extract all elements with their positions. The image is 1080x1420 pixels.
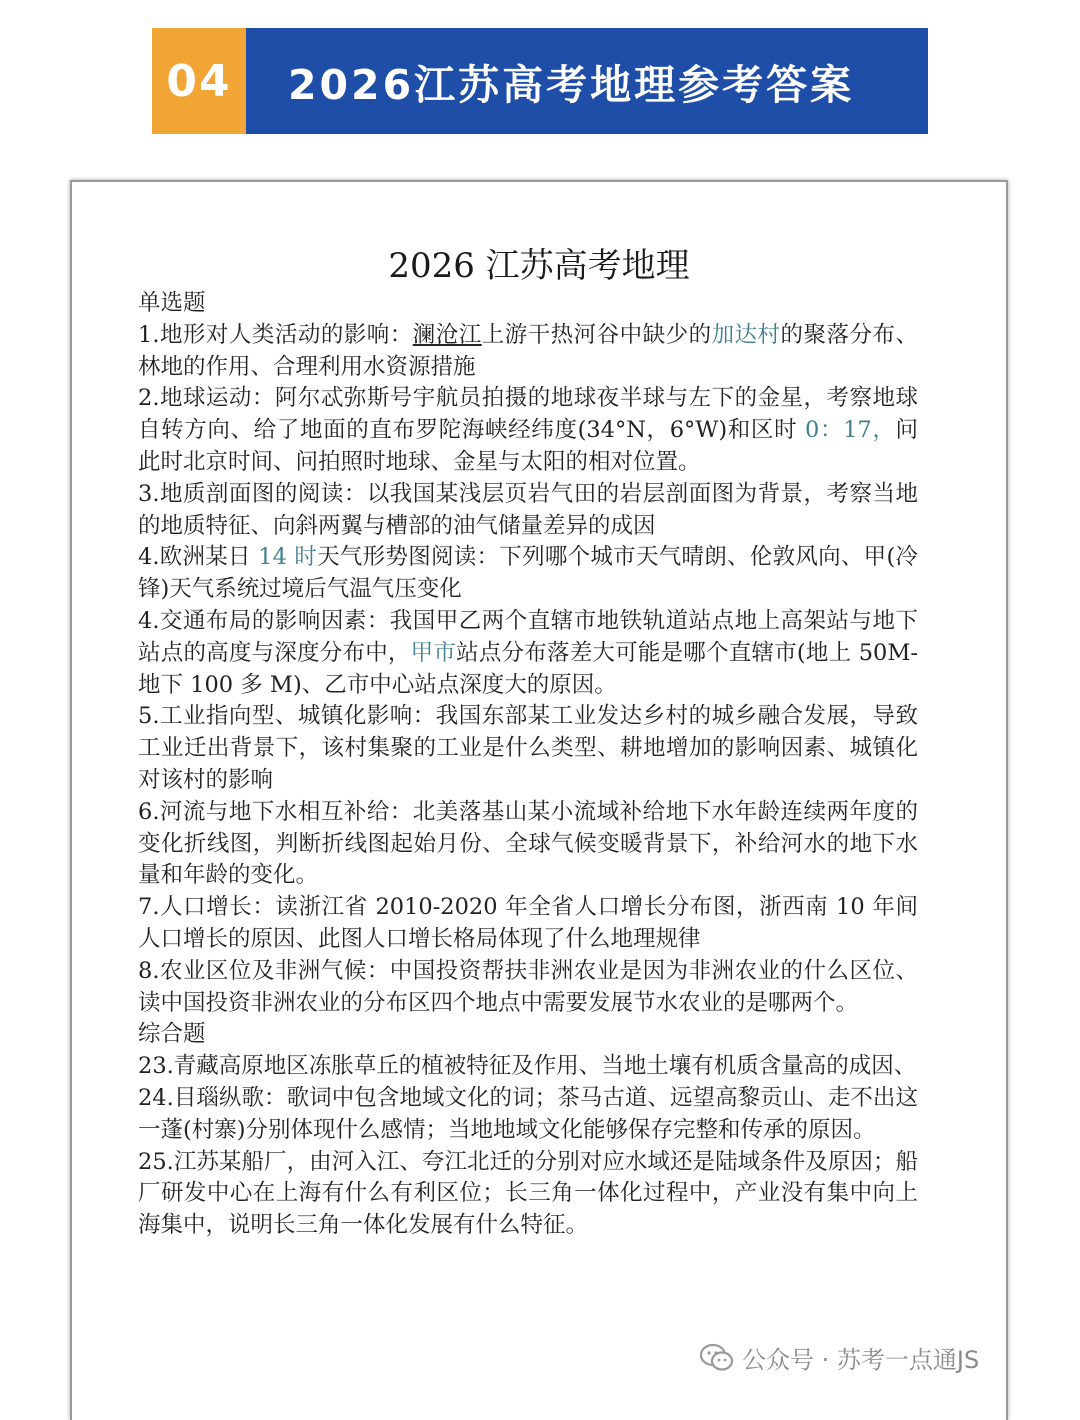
question-2 [138,383,918,478]
question-8: 8.农业区位及非洲气候：中国投资帮扶非洲农业是因为非洲农业的什么区位、读中国投资非洲农业的分布区四个地点中需要发展节水农业的是哪两个。 [138,957,918,1016]
question-4b [138,606,918,701]
q4a-text-c: 天气形势图阅读：下列哪个城市天气晴朗、伦敦风向、甲(冷锋)天气系统过境后气温气压变化 [138,544,918,603]
q4b-text-c: 站点分布落差大可能是哪个直辖市(地上 50M-地下 100 多 M)、乙市中心站点深度大的原因。 [138,639,918,698]
q1-text-e: 的聚落分布、林地的作用、合理利用水资源措施 [138,321,918,380]
question-4a [138,542,918,606]
q2-text-a: 2.地球运动：阿尔忒弥斯号宇航员拍摄的地球夜半球与左下的金星，考察地球自转方向、给了地面的直布罗陀海峡经纬度(34°N，6°W)和区时 [138,385,918,444]
question-6: 6.河流与地下水相互补给：北美落基山某小流域补给地下水年龄连续两年度的变化折线图，判断折线图起始月份、全球气候变暖背景下，补给河水的地下水量和年龄的变化。 [138,798,918,889]
watermark-text: 公众号 · 苏考一点通JS [742,1346,980,1374]
section-heading-comprehensive: 综合题 [138,1021,206,1048]
q4a-time: 14 时 [258,544,318,571]
banner-number: 04 [152,28,246,134]
question-3: 3.地质剖面图的阅读：以我国某浅层页岩气田的岩层剖面图为背景，考察当地的地质特征、向斜两翼与槽部的油气储量差异的成因 [138,480,918,539]
question-5: 5.工业指向型、城镇化影响：我国东部某工业发达乡村的城乡融合发展，导致工业迁出背景下，该村集聚的工业是什么类型、耕地增加的影响因素、城镇化对该村的影响 [138,703,918,793]
question-24: 24.目瑙纵歌：歌词中包含地域文化的词；茶马古道、远望高黎贡山、走不出这一蓬(村寨)分别体现什么感情；当地地域文化能够保存完整和传承的原因。 [138,1084,918,1143]
watermark [700,1340,979,1375]
section-heading-single: 单选题 [138,290,206,316]
q2-text-c: 问此时北京时间、问拍照时地球、金星与太阳的相对位置。 [138,417,919,475]
question-1 [138,320,918,384]
q1-village: 加达村 [711,321,781,348]
banner-title: 2026江苏高考地理参考答案 [246,28,928,134]
document-title: 2026 江苏高考地理 [388,246,690,286]
q2-time: 0：17， [805,417,896,444]
q1-river: 澜沧江 [412,321,482,348]
question-23: 23.青藏高原地区冻胀草丘的植被特征及作用、当地土壤有机质含量高的成因、 [138,1053,917,1080]
wechat-icon [700,1343,734,1373]
document-content [138,288,918,1242]
q4a-text-a: 4.欧洲某日 [138,544,259,571]
header-banner [152,28,928,134]
q4b-text-a: 4.交通布局的影响因素：我国甲乙两个直辖市地铁轨道站点地上高架站与地下站点的高度与深度分布中， [138,607,918,666]
question-25: 25.江苏某船厂，由河入江、夸江北迁的分别对应水域还是陆域条件及原因；船厂研发中心在上海有什么有利区位；长三角一体化过程中，产业没有集中向上海集中，说明长三角一体化发展有什么特征。 [138,1148,918,1239]
document-page [70,180,1008,1420]
q4b-city: 甲市 [410,639,457,666]
q1-text-c: 上游干热河谷中缺少的 [481,321,712,348]
q1-text-a: 1.地形对人类活动的影响： [138,321,413,348]
question-7: 7.人口增长：读浙江省 2010-2020 年全省人口增长分布图，浙西南 10 年间人口增长的原因、此图人口增长格局体现了什么地理规律 [138,894,918,952]
